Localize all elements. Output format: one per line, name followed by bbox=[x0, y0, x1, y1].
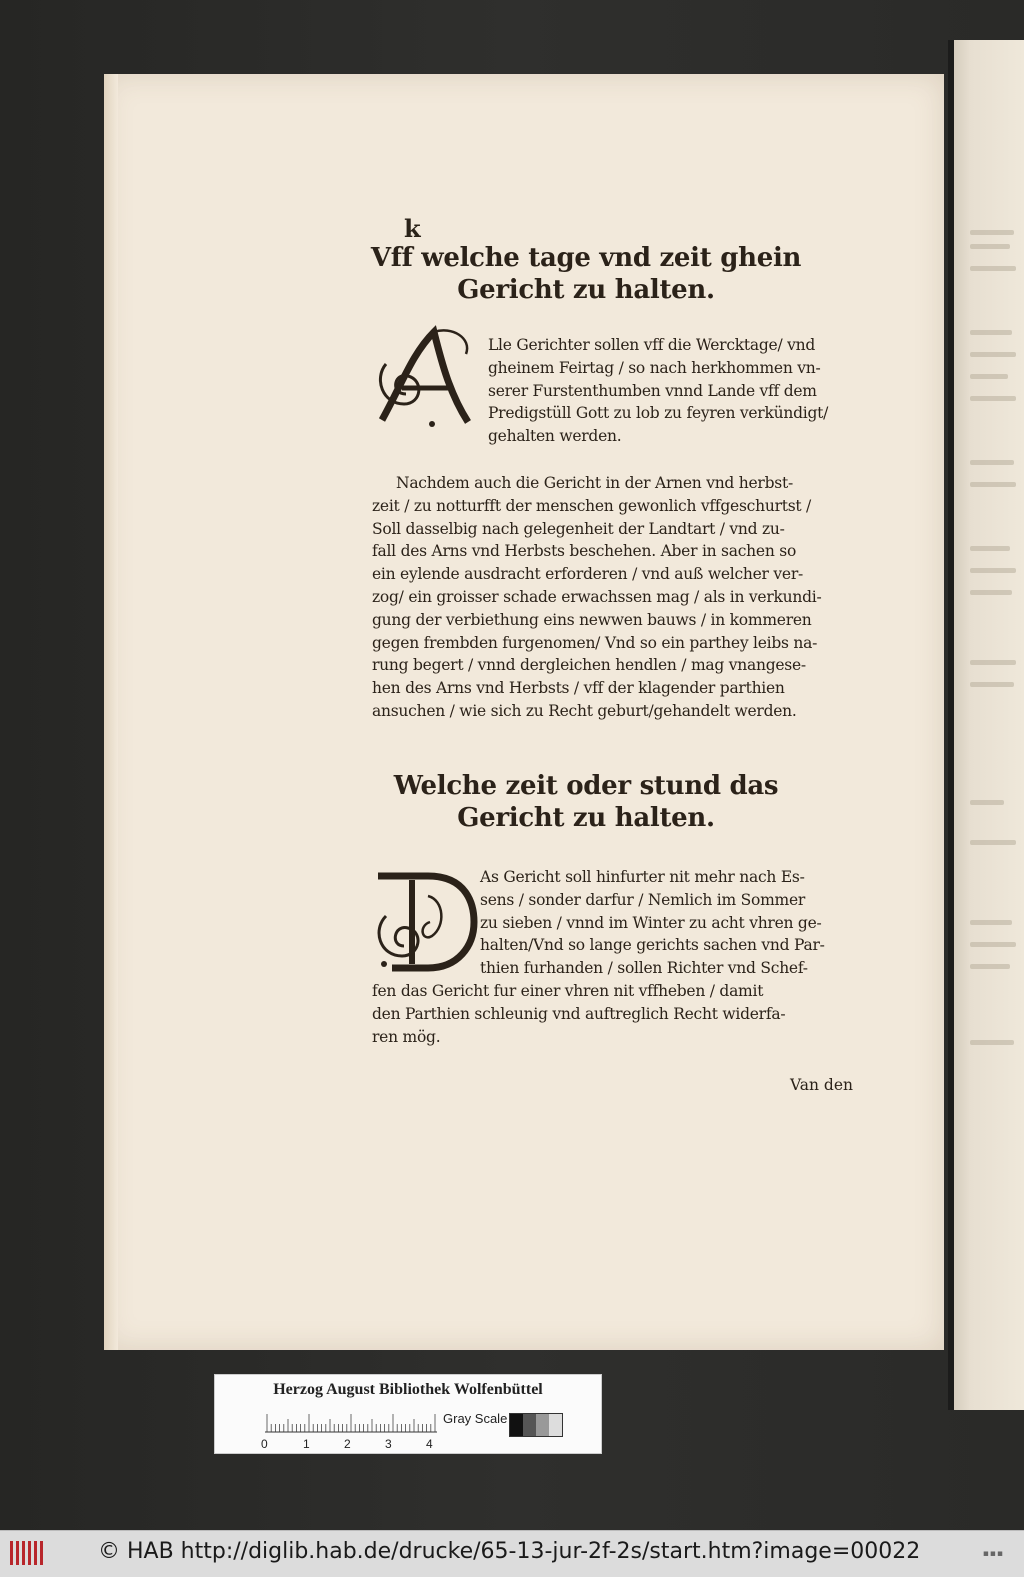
text-line: sens / sonder darfur / Nemlich im Sommer bbox=[480, 890, 806, 909]
decorated-initial-a bbox=[372, 324, 480, 432]
swatch-3 bbox=[549, 1414, 562, 1436]
text-line: zu sieben / vnnd im Winter zu acht vhren ge- bbox=[480, 913, 822, 932]
text-line: ansuchen / wie sich zu Recht geburt/gehandelt werden. bbox=[372, 701, 797, 720]
text-line: Predigstüll Gott zu lob zu feyren verkündigt/ bbox=[488, 404, 829, 423]
text-line: serer Furstenthumben vnnd Lande vff dem bbox=[488, 381, 817, 400]
text-line: gheinem Feirtag / so nach herkhommen vn- bbox=[488, 358, 821, 377]
paragraph-1 bbox=[488, 334, 876, 448]
section-heading-2 bbox=[366, 770, 806, 834]
paragraph-2 bbox=[372, 472, 876, 723]
heading-line: Gericht zu halten. bbox=[457, 275, 715, 305]
paragraph-3-indented bbox=[480, 866, 876, 980]
text-line: fen das Gericht fur einer vhren nit vffheben / damit bbox=[372, 982, 764, 1000]
gray-scale-swatch bbox=[509, 1413, 563, 1437]
hab-logo-icon bbox=[8, 1537, 44, 1569]
heading-line: Gericht zu halten. bbox=[457, 803, 715, 833]
book-page bbox=[104, 74, 944, 1350]
text-line: gegen frembden furgenomen/ Vnd so ein parthey leibs na- bbox=[372, 633, 818, 652]
gray-scale-label: Gray Scale bbox=[443, 1411, 508, 1426]
text-line: halten/Vnd so lange gerichts sachen vnd Par- bbox=[480, 936, 825, 955]
ruler-icon bbox=[265, 1413, 437, 1433]
text-line: rung begert / vnnd dergleichen hendlen / mag vnangese- bbox=[372, 656, 806, 675]
footer-dots: ▪▪▪ bbox=[982, 1549, 1004, 1559]
scale-card bbox=[214, 1374, 602, 1454]
swatch-2 bbox=[536, 1414, 549, 1436]
ruler-number: 4 bbox=[426, 1437, 433, 1451]
text-line: fall des Arns vnd Herbsts beschehen. Aber in sachen so bbox=[372, 542, 797, 561]
ruler-number: 2 bbox=[344, 1437, 351, 1451]
text-line: zog/ ein groisser schade erwachssen mag / als in verkundi- bbox=[372, 587, 822, 606]
swatch-1 bbox=[523, 1414, 536, 1436]
text-line: ein eylende ausdracht erforderen / vnd auß welcher ver- bbox=[372, 565, 803, 584]
text-line: gung der verbiethung eins newwen bauws / in kommeren bbox=[372, 610, 812, 629]
text-line: thien furhanden / sollen Richter vnd Schef- bbox=[480, 959, 808, 978]
ruler-number: 1 bbox=[303, 1437, 310, 1451]
paragraph-3-full bbox=[372, 980, 876, 1048]
text-line: As Gericht soll hinfurter nit mehr nach Es- bbox=[480, 868, 805, 886]
text-line: zeit / zu notturfft der menschen gewonlich vffgeschurtst / bbox=[372, 496, 812, 515]
text-line: Lle Gerichter sollen vff die Wercktage/ vnd bbox=[488, 336, 816, 354]
adjacent-page-edge bbox=[948, 40, 1024, 1410]
ruler-number: 3 bbox=[385, 1437, 392, 1451]
heading-line: Vff welche tage vnd zeit ghein bbox=[370, 243, 802, 273]
copyright-url: © HAB http://diglib.hab.de/drucke/65-13-jur-2f-2s/start.htm?image=00022 bbox=[98, 1539, 921, 1564]
catchword: Van den bbox=[790, 1076, 853, 1094]
text-line: ren mög. bbox=[372, 1027, 441, 1046]
swatch-0 bbox=[510, 1414, 523, 1436]
library-name: Herzog August Bibliothek Wolfenbüttel bbox=[273, 1381, 543, 1398]
decorated-initial-d bbox=[372, 866, 480, 974]
signature-mark: k bbox=[404, 214, 421, 243]
section-heading-1 bbox=[366, 242, 806, 306]
text-line: Soll dasselbig nach gelegenheit der Landtart / vnd zu- bbox=[372, 519, 785, 538]
ruler-number: 0 bbox=[261, 1437, 268, 1451]
text-line: hen des Arns vnd Herbsts / vff der klagender parthien bbox=[372, 679, 785, 698]
text-line: gehalten werden. bbox=[488, 427, 622, 446]
text-line: Nachdem auch die Gericht in der Arnen vnd herbst- bbox=[396, 474, 793, 492]
footer-bar bbox=[0, 1530, 1024, 1577]
heading-line: Welche zeit oder stund das bbox=[393, 771, 779, 801]
text-line: den Parthien schleunig vnd auftreglich Recht widerfa- bbox=[372, 1004, 786, 1023]
